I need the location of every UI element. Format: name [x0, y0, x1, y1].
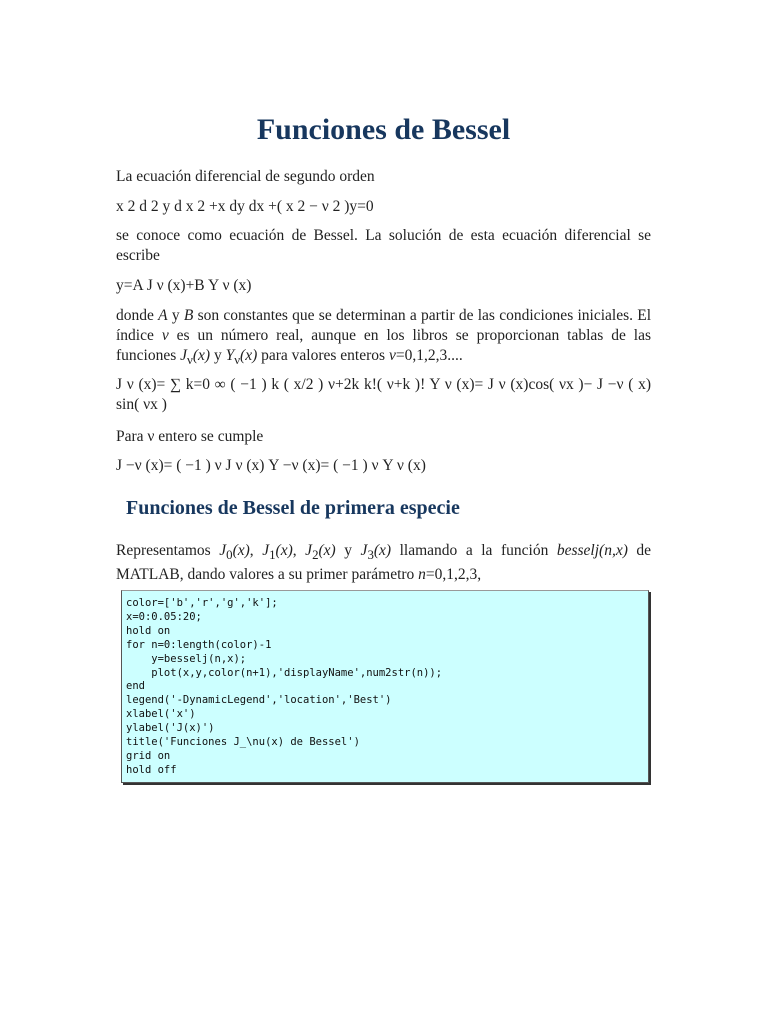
n-parameter: n — [418, 566, 426, 584]
constants-paragraph — [116, 306, 651, 370]
y-argument: (x) — [240, 347, 258, 364]
j1-subscript: 1 — [269, 547, 276, 563]
constants-text: para valores enteros — [257, 347, 389, 364]
represent-text: , — [292, 542, 306, 559]
represent-paragraph — [116, 541, 651, 585]
represent-text: =0,1,2,3, — [425, 566, 482, 584]
represent-text: llamando a la función — [391, 542, 557, 559]
definitions-equation: J ν (x)= ∑ k=0 ∞ ( −1 ) k ( x/2 ) ν+2k k!( ν+k )! Y ν (x)= J ν (x)cos( νx )− J −ν ( x) sin( νx ) — [116, 376, 651, 413]
constants-text: y — [167, 307, 184, 324]
represent-text: Representamos — [116, 542, 220, 559]
j0-subscript: 0 — [226, 547, 233, 563]
j0-function: J — [219, 542, 227, 559]
constant-b: B — [183, 307, 194, 324]
section-subtitle: Funciones de Bessel de primera especie — [126, 497, 460, 519]
j0-argument: (x) — [232, 542, 250, 559]
j-function: J — [180, 347, 188, 364]
besselj-arguments: (n,x) — [599, 542, 628, 559]
represent-text: de MATLAB, dando valores a su primer parámetro — [116, 542, 652, 584]
integer-case-paragraph: Para ν entero se cumple — [116, 428, 264, 445]
j2-argument: (x) — [318, 542, 336, 559]
j3-subscript: 3 — [367, 547, 374, 563]
nu-symbol: ν — [388, 347, 396, 364]
page-title: Funciones de Bessel — [256, 113, 511, 146]
known-as-paragraph: se conoce como ecuación de Bessel. La solución de esta ecuación diferencial se escribe — [116, 227, 651, 264]
intro-paragraph: La ecuación diferencial de segundo orden — [116, 168, 375, 185]
solution-equation: y=A J ν (x)+B Y ν (x) — [116, 277, 252, 294]
j1-function: J — [262, 542, 270, 559]
j-subscript: ν — [187, 352, 193, 368]
constant-a: A — [158, 307, 168, 324]
y-function: Y — [225, 347, 235, 364]
j1-argument: (x) — [275, 542, 293, 559]
constants-text: y — [210, 347, 226, 364]
bessel-equation: x 2 d 2 y d x 2 +x dy dx +( x 2 − ν 2 )y=0 — [116, 198, 374, 215]
constants-text: son constantes que se determinan a partir de las condiciones iniciales. El índice — [116, 307, 652, 344]
y-subscript: ν — [234, 352, 241, 368]
j3-argument: (x) — [373, 542, 392, 559]
j2-function: J — [305, 542, 313, 559]
nu-symbol: ν — [161, 327, 169, 344]
besselj-function-name: besselj — [556, 542, 600, 559]
matlab-code-block — [121, 590, 649, 783]
j2-subscript: 2 — [312, 547, 319, 563]
j-argument: (x) — [192, 347, 211, 364]
constants-text: =0,1,2,3.... — [395, 347, 463, 364]
identities-equation: J −ν (x)= ( −1 ) ν J ν (x) Y −ν (x)= ( −1 ) ν Y ν (x) — [116, 457, 426, 474]
j3-function: J — [360, 542, 368, 559]
represent-text: y — [335, 542, 361, 559]
constants-text: donde — [116, 307, 159, 324]
matlab-code: color=['b','r','g','k']; x=0:0.05:20; hold on for n=0:length(color)-1 y=besselj(n,x); plot(x,y,color(n+1),'displayName',num2str(n)); end legend('-DynamicLegend','location','Best') xlabel('x') ylabel('J(x)') title('Funciones J_\nu(x) de Bessel') grid on hold off — [126, 597, 443, 776]
constants-text: es un número real, aunque en los libros se proporcionan tablas de las funciones — [116, 327, 652, 364]
represent-text: , — [249, 542, 263, 559]
